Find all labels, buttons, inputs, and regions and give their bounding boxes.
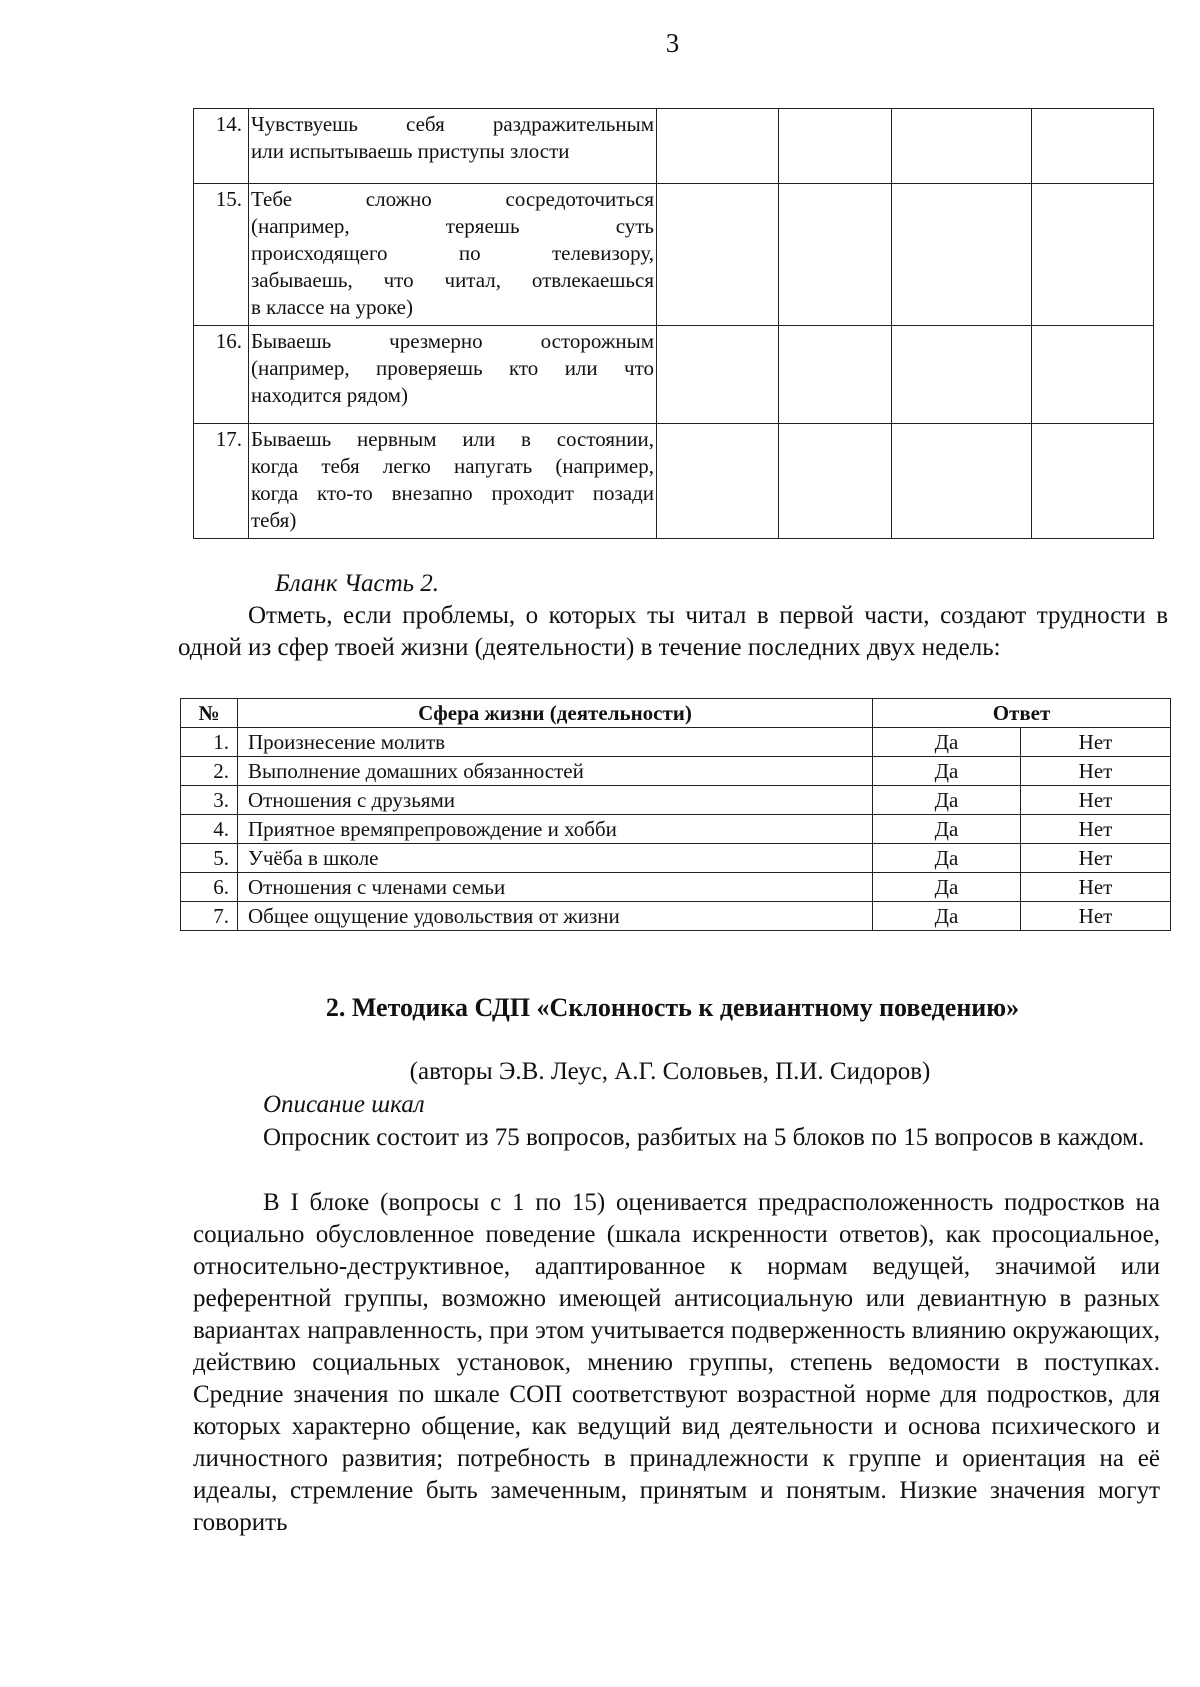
answer-cell[interactable] — [892, 109, 1032, 184]
row-sphere: Учёба в школе — [238, 844, 873, 873]
answer-cell[interactable] — [1032, 184, 1154, 326]
question-line: находится рядом) — [251, 383, 408, 407]
row-sphere: Отношения с друзьями — [238, 786, 873, 815]
question-line: Бываешь чрезмерно осторожным — [251, 329, 654, 353]
table-row — [181, 728, 1171, 757]
row-number: 2. — [181, 757, 238, 786]
row-number: 3. — [181, 786, 238, 815]
answer-yes[interactable]: Да — [873, 873, 1021, 902]
section2-heading: 2. Методика СДП «Склонность к девиантному поведению» — [325, 993, 1020, 1022]
question-line: забываешь, что читал, отвлекаешься — [251, 268, 654, 292]
question-text — [249, 184, 657, 326]
answer-cell[interactable] — [1032, 326, 1154, 424]
table-row — [181, 844, 1171, 873]
question-text — [249, 109, 657, 184]
section2-para1: Опросник состоит из 75 вопросов, разбитых на 5 блоков по 15 вопросов в каждом. — [263, 1124, 1145, 1151]
row-number: 7. — [181, 902, 238, 931]
question-line: в классе на уроке) — [251, 295, 413, 319]
answer-cell[interactable] — [657, 424, 779, 539]
answer-yes[interactable]: Да — [873, 844, 1021, 873]
question-text — [249, 326, 657, 424]
row-sphere: Приятное времяпрепровождение и хобби — [238, 815, 873, 844]
table-row — [194, 326, 1154, 424]
answer-cell[interactable] — [892, 326, 1032, 424]
answer-yes[interactable]: Да — [873, 902, 1021, 931]
question-number: 15. — [194, 184, 249, 326]
question-number: 16. — [194, 326, 249, 424]
answer-cell[interactable] — [1032, 424, 1154, 539]
header-answer: Ответ — [873, 699, 1171, 728]
table-row — [181, 757, 1171, 786]
answer-yes[interactable]: Да — [873, 786, 1021, 815]
answer-no[interactable]: Нет — [1021, 873, 1171, 902]
answer-cell[interactable] — [892, 184, 1032, 326]
answer-cell[interactable] — [779, 184, 892, 326]
row-sphere: Произнесение молитв — [238, 728, 873, 757]
question-line: тебя) — [251, 508, 297, 532]
questionnaire-table — [193, 108, 1154, 539]
life-sphere-table — [180, 698, 1171, 931]
page-number: 3 — [665, 28, 680, 58]
answer-no[interactable]: Нет — [1021, 728, 1171, 757]
table-row — [194, 109, 1154, 184]
scales-label: Описание шкал — [263, 1091, 425, 1118]
row-sphere: Общее ощущение удовольствия от жизни — [238, 902, 873, 931]
row-number: 6. — [181, 873, 238, 902]
table-row — [181, 902, 1171, 931]
answer-no[interactable]: Нет — [1021, 844, 1171, 873]
table-header-row — [181, 699, 1171, 728]
table-row — [181, 815, 1171, 844]
question-text — [249, 424, 657, 539]
section2-para2: В I блоке (вопросы с 1 по 15) оценивается предрасположенность подростков на социально обусловленное поведение (шкала искренности ответов), как просоциальное, относительно-деструктивное, адаптированное к нормам ведущей, значимой или референтной группы, возможно имеющей антисоциальную или девиантную в разных вариантах направленность, при этом учитывается подверженность влиянию окружающих, действию социальных установок, мнению группы, степень ведомости в поступках. Средние значения по шкале СОП соответствуют возрастной норме для подростков, для которых характерно общение, как ведущий вид деятельности и основа психического и личностного развития; потребность в принадлежности к группе и ориентация на её идеалы, стремление быть замеченным, принятым и понятым. Низкие значения могут говорить — [193, 1189, 1160, 1536]
answer-yes[interactable]: Да — [873, 815, 1021, 844]
answer-cell[interactable] — [1032, 109, 1154, 184]
question-line: происходящего по телевизору, — [251, 241, 654, 265]
answer-no[interactable]: Нет — [1021, 757, 1171, 786]
header-sphere: Сфера жизни (деятельности) — [238, 699, 873, 728]
part2-intro: Отметь, если проблемы, о которых ты читал в первой части, создают трудности в одной из сфер твоей жизни (деятельности) в течение последних двух недель: — [178, 602, 1168, 661]
answer-cell[interactable] — [892, 424, 1032, 539]
question-number: 17. — [194, 424, 249, 539]
answer-yes[interactable]: Да — [873, 728, 1021, 757]
question-line: или испытываешь приступы злости — [251, 139, 570, 163]
answer-no[interactable]: Нет — [1021, 902, 1171, 931]
answer-cell[interactable] — [657, 326, 779, 424]
answer-cell[interactable] — [779, 424, 892, 539]
row-sphere: Отношения с членами семьи — [238, 873, 873, 902]
question-line: Чувствуешь себя раздражительным — [251, 112, 654, 136]
question-line: когда тебя легко напугать (например, — [251, 454, 654, 478]
answer-cell[interactable] — [657, 109, 779, 184]
answer-no[interactable]: Нет — [1021, 786, 1171, 815]
answer-cell[interactable] — [779, 326, 892, 424]
answer-no[interactable]: Нет — [1021, 815, 1171, 844]
question-line: Тебе сложно сосредоточиться — [251, 187, 654, 211]
table-row — [181, 873, 1171, 902]
section2-authors: (авторы Э.В. Леус, А.Г. Соловьев, П.И. Сидоров) — [409, 1058, 931, 1085]
question-line: (например, теряешь суть — [251, 214, 654, 238]
row-number: 1. — [181, 728, 238, 757]
row-sphere: Выполнение домашних обязанностей — [238, 757, 873, 786]
row-number: 5. — [181, 844, 238, 873]
answer-cell[interactable] — [779, 109, 892, 184]
part2-title: Бланк Часть 2. — [275, 570, 440, 597]
answer-cell[interactable] — [657, 184, 779, 326]
question-line: Бываешь нервным или в состоянии, — [251, 427, 654, 451]
header-num: № — [181, 699, 238, 728]
question-line: когда кто-то внезапно проходит позади — [251, 481, 654, 505]
table-row — [194, 184, 1154, 326]
answer-yes[interactable]: Да — [873, 757, 1021, 786]
question-line: (например, проверяешь кто или что — [251, 356, 654, 380]
row-number: 4. — [181, 815, 238, 844]
question-number: 14. — [194, 109, 249, 184]
table-row — [194, 424, 1154, 539]
table-row — [181, 786, 1171, 815]
